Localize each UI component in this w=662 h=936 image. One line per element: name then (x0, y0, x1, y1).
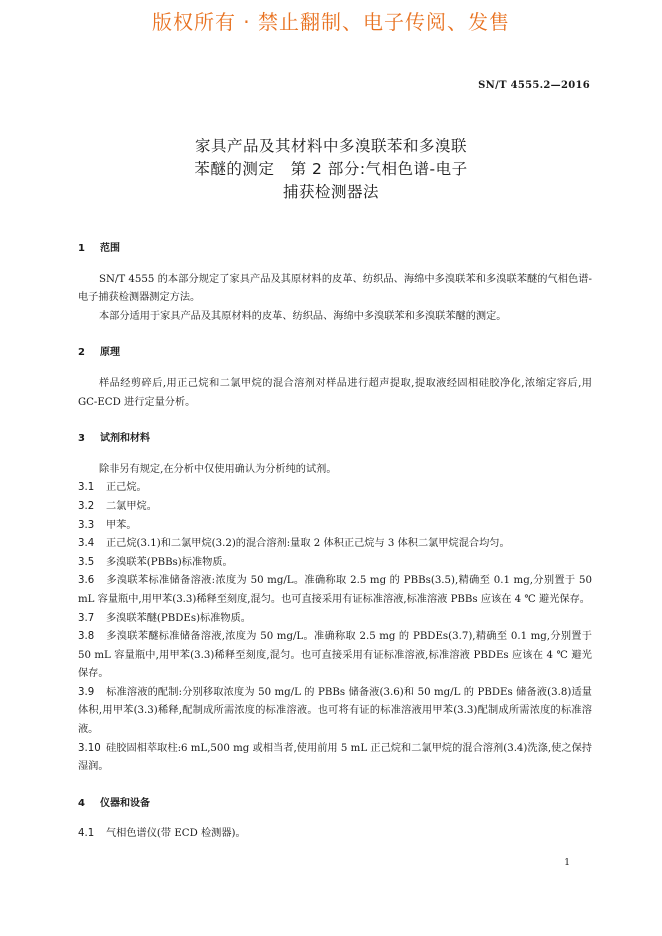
section-number: 3 (78, 433, 85, 445)
section-title: 原理 (100, 347, 120, 359)
item-text: 多溴联苯(PBBs)标准物质。 (106, 556, 233, 568)
item-number: 3.4 (78, 538, 95, 550)
copyright-watermark: 版权所有 · 禁止翻制、电子传阅、发售 (151, 10, 511, 34)
item-text: 多溴联苯标准储备溶液:浓度为 50 mg/L。准确称取 2.5 mg 的 PBBs(3.5),精确至 0.1 mg,分别置于 50 mL 容量瓶中,用甲苯(3.3)稀释至刻度,混匀。也可直接采用有证标准溶液,标准溶液 PBBs 应该在 4 ℃ 避光保存。 (78, 575, 592, 605)
list-item (78, 740, 592, 777)
item-number: 3.8 (78, 631, 95, 643)
item-number: 3.2 (78, 500, 95, 512)
item-number: 3.1 (78, 482, 95, 494)
item-number: 4.1 (78, 828, 95, 840)
section-title: 试剂和材料 (100, 433, 150, 445)
document-number: SN/T 4555.2—2016 (478, 80, 590, 91)
paragraph: 除非另有规定,在分析中仅使用确认为分析纯的试剂。 (99, 463, 337, 475)
paragraph: 样品经剪碎后,用正己烷和二氯甲烷的混合溶剂对样品进行超声提取,提取液经固相硅胶净化,浓缩定容后,用 GC-ECD 进行定量分析。 (78, 377, 592, 408)
list-item (78, 572, 592, 609)
paragraph: 本部分适用于家具产品及其原材料的皮革、纺织品、海绵中多溴联苯和多溴联苯醚的测定。 (99, 310, 507, 322)
item-number: 3.7 (78, 612, 95, 624)
section-title: 范围 (100, 243, 120, 254)
section-heading (78, 795, 592, 814)
page-number: 1 (564, 858, 570, 868)
list-item (78, 684, 592, 740)
item-text: 甲苯。 (106, 519, 137, 531)
list-item (78, 825, 592, 844)
section-number: 2 (78, 347, 85, 359)
list-item (78, 517, 592, 536)
section-number: 4 (78, 797, 85, 809)
title-line: 家具产品及其材料中多溴联苯和多溴联 (194, 137, 467, 155)
section-title: 仪器和设备 (100, 797, 150, 809)
title-line: 苯醚的测定 第 2 部分:气相色谱-电子 (194, 160, 468, 178)
item-number: 3.3 (78, 519, 95, 531)
list-item (78, 610, 592, 629)
item-text: 正己烷。 (106, 482, 147, 494)
item-number: 3.10 (78, 742, 101, 754)
list-item (78, 554, 592, 573)
section-number: 1 (78, 243, 85, 254)
section-heading (78, 344, 592, 363)
list-item (78, 479, 592, 498)
item-text: 正己烷(3.1)和二氯甲烷(3.2)的混合溶剂:量取 2 体积正己烷与 3 体积二氯甲烷混合均匀。 (106, 538, 510, 550)
list-item (78, 498, 592, 517)
paragraph: SN/T 4555 的本部分规定了家具产品及其原材料的皮革、纺织品、海绵中多溴联苯和多溴联苯醚的气相色谱-电子捕获检测器测定方法。 (78, 273, 592, 304)
item-number: 3.6 (78, 575, 95, 587)
item-number: 3.5 (78, 556, 95, 568)
section-heading (78, 240, 592, 259)
section-heading (78, 430, 592, 449)
document-title (0, 135, 662, 204)
item-text: 硅胶固相萃取柱:6 mL,500 mg 或相当者,使用前用 5 mL 正己烷和二氯甲烷的混合溶剂(3.4)洗涤,使之保持湿润。 (78, 742, 592, 773)
item-text: 多溴联苯醚(PBDEs)标准物质。 (106, 612, 251, 624)
item-text: 多溴联苯醚标准储备溶液,浓度为 50 mg/L。准确称取 2.5 mg 的 PBDEs(3.7),精确至 0.1 mg,分别置于 50 mL 容量瓶中,用甲苯(3.3)稀释至刻度,混匀。也可直接采用有证标准溶液,标准溶液 PBDEs 应该在 4 ℃ 避光保存。 (78, 631, 592, 680)
title-line: 捕获检测器法 (282, 183, 379, 201)
list-item (78, 628, 592, 684)
item-text: 二氯甲烷。 (106, 500, 157, 512)
document-body (78, 240, 592, 844)
item-text: 气相色谱仪(带 ECD 检测器)。 (106, 828, 246, 840)
item-text: 标准溶液的配制:分别移取浓度为 50 mg/L 的 PBBs 储备液(3.6)和 50 mg/L 的 PBDEs 储备液(3.8)适量体积,用甲苯(3.3)稀释,配制成所需浓度的标准溶液。也可将有证的标准溶液用甲苯(3.3)配制成所需浓度的标准溶液。 (78, 686, 592, 736)
list-item (78, 535, 592, 554)
item-number: 3.9 (78, 686, 95, 698)
